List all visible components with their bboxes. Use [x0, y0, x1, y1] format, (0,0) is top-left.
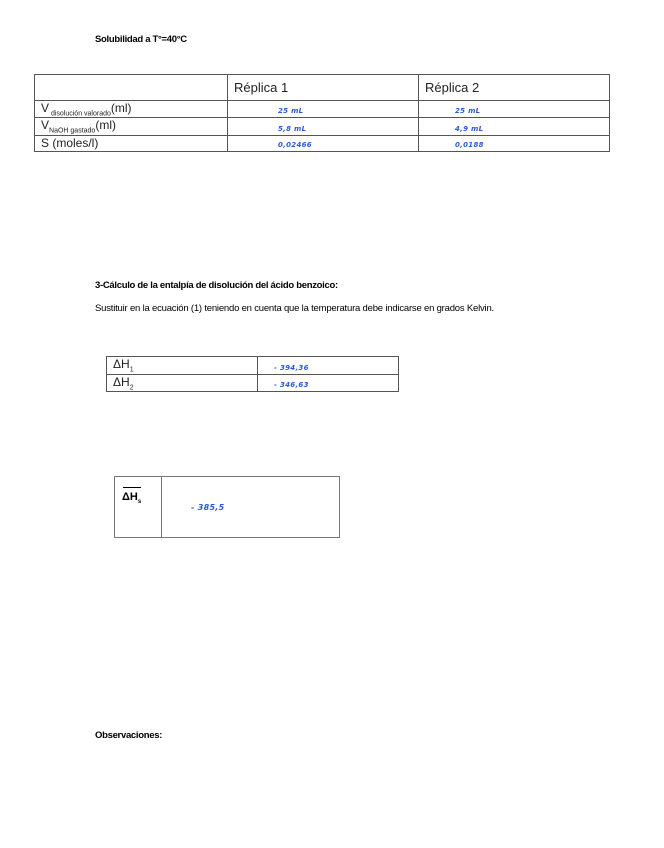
cell-value: 0,0188 [419, 135, 610, 151]
table-row [107, 357, 399, 375]
row-label: V $_{disolución valorado}$(ml) [35, 101, 228, 118]
table-header-cell: Réplica 2 [419, 75, 610, 101]
cell-value: - 394,36 [258, 357, 399, 375]
enthalpy-table [106, 356, 399, 392]
section-3-heading: 3-Cálculo de la entalpía de disolución del ácido benzoico: [95, 280, 338, 291]
row-label: S (moles/l) [35, 135, 228, 151]
table-header-cell: Réplica 1 [228, 75, 419, 101]
row-label: $V_{NaOH gastado}(ml)$ [35, 118, 228, 135]
observations-label: Observaciones: [95, 730, 163, 741]
table-row [35, 101, 610, 118]
cell-value: - 346,63 [258, 375, 399, 392]
cell-value: 4,9 mL [419, 118, 610, 135]
cell-value: 5,8 mL [228, 118, 419, 135]
table-row [35, 118, 610, 135]
solubility-title: Solubilidad a T°=40°C [95, 34, 187, 45]
box-divider [161, 477, 162, 537]
table-header-cell [35, 75, 228, 101]
row-label: $\Delta H_1$ [107, 357, 258, 375]
table-row [35, 135, 610, 151]
cell-value: 0,02466 [228, 135, 419, 151]
row-label: $\Delta H_2$ [107, 375, 258, 392]
average-enthalpy-value: - 385,5 [191, 503, 225, 512]
solubility-table [34, 74, 610, 152]
section-3-paragraph: Sustituir en la ecuación (1) teniendo en cuenta que la temperatura debe indicarse en grados Kelvin. [95, 303, 494, 314]
cell-value: 25 mL [228, 101, 419, 118]
overline [123, 487, 141, 488]
table-header-row [35, 75, 610, 101]
cell-value: 25 mL [419, 101, 610, 118]
average-enthalpy-box [114, 476, 340, 538]
table-row [107, 375, 399, 392]
average-enthalpy-label: $\Delta H_s$ [122, 491, 142, 506]
